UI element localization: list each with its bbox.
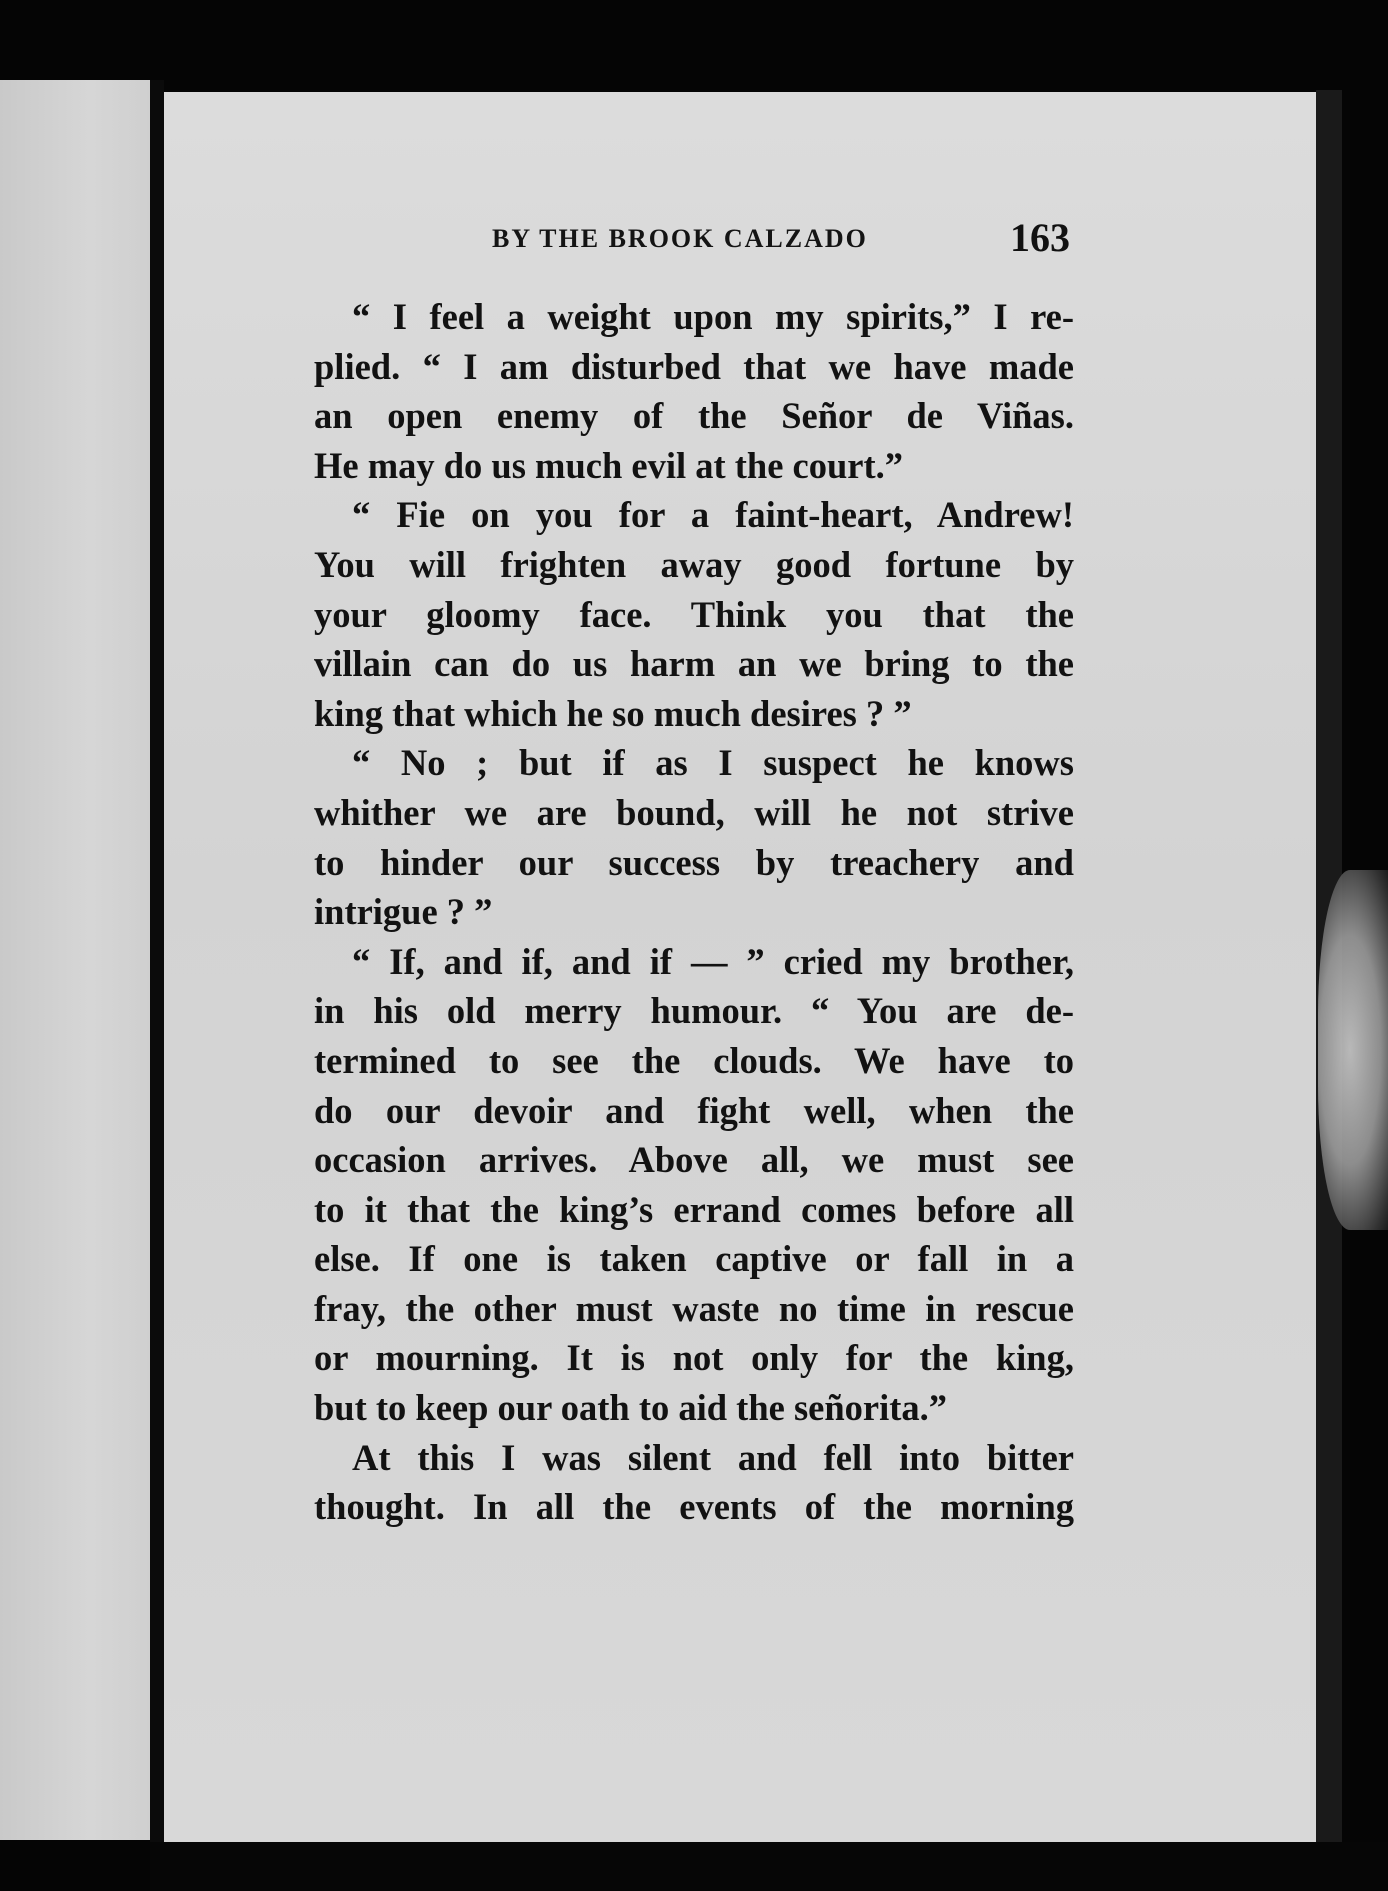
- text-line: do our devoir and fight well, when the: [314, 1089, 1074, 1131]
- text-line: thought. In all the events of the morning: [314, 1486, 1074, 1528]
- paper-damage-stain: [1318, 870, 1388, 1230]
- page-header: [314, 215, 1074, 268]
- page-number: 163: [1010, 215, 1070, 260]
- text-line: intrigue ? ”: [314, 891, 493, 933]
- text-line: an open enemy of the Señor de Viñas.: [314, 395, 1074, 437]
- text-line: “ I feel a weight upon my spirits,” I re-: [352, 296, 1074, 337]
- text-line: but to keep our oath to aid the señorita.”: [314, 1387, 948, 1429]
- text-line: “ No ; but if as I suspect he knows: [352, 742, 1074, 784]
- text-line: He may do us much evil at the court.”: [314, 444, 904, 486]
- text-line: “ Fie on you for a faint-heart, Andrew!: [352, 494, 1074, 536]
- text-line: to it that the king’s errand comes before all: [314, 1188, 1074, 1230]
- text-line: occasion arrives. Above all, we must see: [314, 1139, 1074, 1181]
- text-line: to hinder our success by treachery and: [314, 841, 1074, 883]
- text-line: villain can do us harm an we bring to the: [314, 643, 1074, 685]
- text-line: in his old merry humour. “ You are de-: [314, 990, 1074, 1032]
- text-line: king that which he so much desires ? ”: [314, 692, 912, 734]
- body-text: [314, 292, 1074, 1532]
- text-line: whither we are bound, will he not strive: [314, 791, 1074, 833]
- text-line: fray, the other must waste no time in rescue: [314, 1287, 1074, 1329]
- text-line: You will frighten away good fortune by: [314, 543, 1074, 585]
- text-line: plied. “ I am disturbed that we have made: [314, 345, 1074, 387]
- text-line: or mourning. It is not only for the king,: [314, 1337, 1074, 1379]
- text-line: termined to see the clouds. We have to: [314, 1039, 1074, 1081]
- text-line: your gloomy face. Think you that the: [314, 593, 1074, 635]
- text-line: else. If one is taken captive or fall in a: [314, 1238, 1074, 1280]
- book-gutter: [150, 80, 164, 1870]
- scan-bottom-border: [150, 1842, 1388, 1891]
- text-line: “ If, and if, and if — ” cried my brother,: [352, 940, 1074, 982]
- facing-page-edge: [0, 80, 150, 1840]
- text-line: At this I was silent and fell into bitter: [352, 1436, 1074, 1478]
- running-title: BY THE BROOK CALZADO: [492, 224, 868, 253]
